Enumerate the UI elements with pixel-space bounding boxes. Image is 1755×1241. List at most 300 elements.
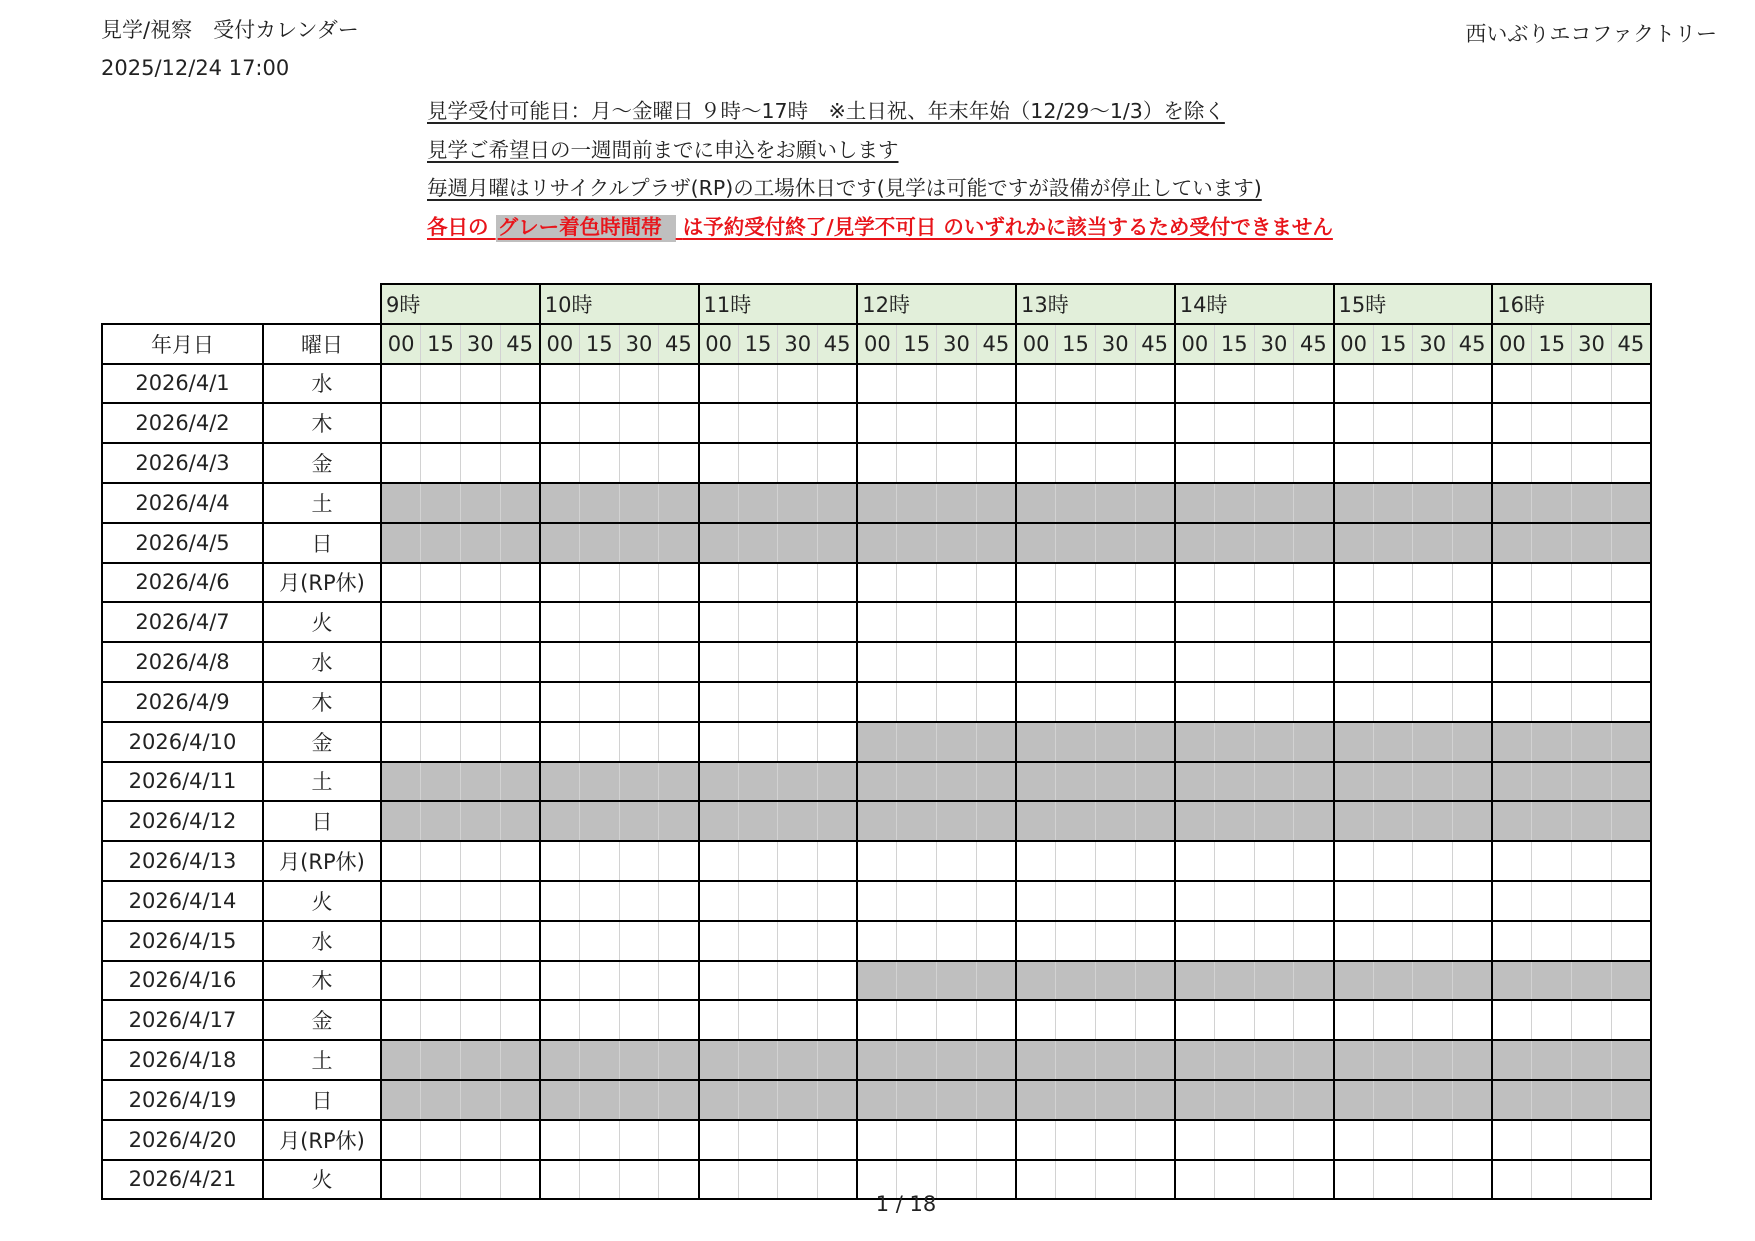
time-slot-open	[699, 921, 739, 961]
hour-header: 15時	[1334, 284, 1493, 324]
time-slot-open	[1254, 602, 1294, 642]
time-slot-open	[738, 1120, 778, 1160]
time-slot-closed	[1532, 762, 1572, 802]
time-slot-open	[1373, 602, 1413, 642]
time-slot-closed	[1532, 483, 1572, 523]
time-slot-open	[659, 722, 699, 762]
time-slot-closed	[1572, 523, 1612, 563]
weekday-cell: 火	[263, 1160, 381, 1200]
time-slot-closed	[897, 1040, 937, 1080]
time-slot-closed	[857, 762, 897, 802]
time-slot-open	[976, 881, 1016, 921]
date-cell: 2026/4/13	[102, 841, 263, 881]
time-slot-open	[1572, 364, 1612, 404]
time-slot-closed	[381, 762, 421, 802]
time-slot-open	[460, 722, 500, 762]
time-slot-closed	[381, 1080, 421, 1120]
time-slot-closed	[738, 483, 778, 523]
time-slot-open	[778, 602, 818, 642]
time-slot-open	[460, 364, 500, 404]
time-slot-closed	[937, 961, 977, 1001]
time-slot-open	[619, 403, 659, 443]
time-slot-closed	[579, 483, 619, 523]
time-slot-closed	[976, 1080, 1016, 1120]
time-slot-open	[381, 403, 421, 443]
time-slot-open	[1175, 563, 1215, 603]
time-slot-open	[778, 682, 818, 722]
time-slot-open	[1175, 921, 1215, 961]
time-slot-open	[1016, 682, 1056, 722]
time-slot-closed	[1254, 1040, 1294, 1080]
document-datetime: 2025/12/24 17:00	[101, 56, 290, 80]
time-slot-open	[540, 602, 580, 642]
time-slot-closed	[1214, 523, 1254, 563]
minute-header: 15	[579, 324, 619, 364]
minute-header: 45	[976, 324, 1016, 364]
time-slot-open	[1373, 1120, 1413, 1160]
time-slot-closed	[1492, 961, 1532, 1001]
time-slot-open	[1413, 841, 1453, 881]
time-slot-closed	[1492, 722, 1532, 762]
time-slot-closed	[1294, 1080, 1334, 1120]
time-slot-closed	[976, 801, 1016, 841]
date-cell: 2026/4/19	[102, 1080, 263, 1120]
minute-header: 45	[1135, 324, 1175, 364]
time-slot-closed	[1334, 801, 1374, 841]
time-slot-open	[460, 921, 500, 961]
time-slot-open	[460, 642, 500, 682]
time-slot-open	[1254, 881, 1294, 921]
time-slot-closed	[1016, 523, 1056, 563]
calendar-row	[102, 881, 1651, 921]
time-slot-open	[1294, 443, 1334, 483]
time-slot-closed	[857, 1080, 897, 1120]
time-slot-closed	[500, 1040, 540, 1080]
time-slot-open	[897, 1000, 937, 1040]
time-slot-open	[421, 722, 461, 762]
time-slot-open	[1135, 642, 1175, 682]
time-slot-open	[1492, 443, 1532, 483]
time-slot-closed	[1095, 1040, 1135, 1080]
time-slot-open	[500, 364, 540, 404]
time-slot-closed	[421, 483, 461, 523]
time-slot-open	[1135, 1000, 1175, 1040]
time-slot-open	[778, 722, 818, 762]
time-slot-closed	[381, 483, 421, 523]
time-slot-closed	[699, 523, 739, 563]
time-slot-open	[778, 403, 818, 443]
time-slot-open	[1016, 403, 1056, 443]
time-slot-open	[579, 602, 619, 642]
time-slot-open	[1532, 403, 1572, 443]
time-slot-open	[778, 642, 818, 682]
time-slot-closed	[540, 762, 580, 802]
time-slot-open	[1016, 1120, 1056, 1160]
time-slot-closed	[1572, 961, 1612, 1001]
minute-header: 45	[818, 324, 858, 364]
time-slot-closed	[500, 801, 540, 841]
date-cell: 2026/4/8	[102, 642, 263, 682]
time-slot-closed	[818, 801, 858, 841]
time-slot-closed	[1175, 961, 1215, 1001]
time-slot-open	[500, 921, 540, 961]
time-slot-open	[1294, 563, 1334, 603]
time-slot-open	[421, 1000, 461, 1040]
time-slot-open	[1095, 403, 1135, 443]
date-cell: 2026/4/21	[102, 1160, 263, 1200]
corner-blank	[102, 284, 381, 324]
calendar-row	[102, 403, 1651, 443]
time-slot-open	[1532, 881, 1572, 921]
time-slot-closed	[857, 523, 897, 563]
time-slot-open	[500, 682, 540, 722]
time-slot-open	[460, 1000, 500, 1040]
time-slot-closed	[1492, 483, 1532, 523]
time-slot-closed	[659, 1080, 699, 1120]
time-slot-open	[381, 364, 421, 404]
time-slot-open	[1413, 642, 1453, 682]
time-slot-open	[1294, 1120, 1334, 1160]
time-slot-open	[818, 841, 858, 881]
hour-header: 11時	[699, 284, 858, 324]
time-slot-open	[738, 642, 778, 682]
time-slot-open	[857, 1120, 897, 1160]
weekday-cell: 月(RP休)	[263, 563, 381, 603]
time-slot-open	[381, 881, 421, 921]
minute-header: 45	[1611, 324, 1651, 364]
time-slot-closed	[1175, 722, 1215, 762]
time-slot-closed	[897, 801, 937, 841]
time-slot-open	[500, 841, 540, 881]
time-slot-open	[381, 961, 421, 1001]
time-slot-open	[579, 364, 619, 404]
minute-header: 00	[1016, 324, 1056, 364]
weekday-cell: 土	[263, 1040, 381, 1080]
calendar-row	[102, 722, 1651, 762]
time-slot-closed	[421, 523, 461, 563]
time-slot-open	[1413, 403, 1453, 443]
time-slot-open	[857, 841, 897, 881]
hour-header: 9時	[381, 284, 540, 324]
time-slot-closed	[1056, 801, 1096, 841]
time-slot-closed	[540, 483, 580, 523]
time-slot-closed	[579, 762, 619, 802]
time-slot-closed	[619, 801, 659, 841]
time-slot-open	[857, 921, 897, 961]
time-slot-open	[1214, 602, 1254, 642]
time-slot-open	[1453, 1000, 1493, 1040]
weekday-cell: 土	[263, 762, 381, 802]
time-slot-closed	[857, 1040, 897, 1080]
time-slot-open	[857, 881, 897, 921]
time-slot-open	[738, 921, 778, 961]
time-slot-closed	[778, 523, 818, 563]
time-slot-open	[1095, 563, 1135, 603]
time-slot-open	[1016, 921, 1056, 961]
time-slot-open	[778, 841, 818, 881]
time-slot-open	[818, 443, 858, 483]
time-slot-open	[1572, 642, 1612, 682]
time-slot-open	[1175, 602, 1215, 642]
time-slot-closed	[976, 762, 1016, 802]
time-slot-open	[1334, 1120, 1374, 1160]
time-slot-closed	[1413, 722, 1453, 762]
minute-header: 15	[421, 324, 461, 364]
time-slot-open	[778, 563, 818, 603]
time-slot-open	[381, 1120, 421, 1160]
time-slot-closed	[659, 523, 699, 563]
time-slot-closed	[1492, 1040, 1532, 1080]
time-slot-closed	[460, 1080, 500, 1120]
time-slot-open	[1175, 881, 1215, 921]
time-slot-closed	[1254, 1080, 1294, 1120]
document-title: 見学/視察 受付カレンダー	[101, 18, 359, 42]
time-slot-open	[540, 642, 580, 682]
time-slot-open	[699, 682, 739, 722]
time-slot-closed	[421, 801, 461, 841]
calendar-row	[102, 841, 1651, 881]
time-slot-open	[659, 841, 699, 881]
time-slot-closed	[460, 1040, 500, 1080]
time-slot-closed	[699, 1080, 739, 1120]
time-slot-open	[540, 841, 580, 881]
time-slot-open	[1214, 841, 1254, 881]
time-slot-closed	[1373, 1080, 1413, 1120]
time-slot-open	[579, 841, 619, 881]
time-slot-closed	[1453, 483, 1493, 523]
time-slot-open	[1453, 443, 1493, 483]
time-slot-open	[540, 682, 580, 722]
time-slot-open	[659, 682, 699, 722]
time-slot-open	[460, 563, 500, 603]
minute-header: 30	[1572, 324, 1612, 364]
time-slot-closed	[857, 722, 897, 762]
time-slot-closed	[897, 762, 937, 802]
time-slot-open	[1214, 403, 1254, 443]
time-slot-closed	[619, 1080, 659, 1120]
calendar-row	[102, 762, 1651, 802]
time-slot-open	[1611, 881, 1651, 921]
weekday-cell: 木	[263, 682, 381, 722]
time-slot-open	[1214, 563, 1254, 603]
hour-header: 10時	[540, 284, 699, 324]
time-slot-open	[1532, 921, 1572, 961]
time-slot-closed	[1135, 961, 1175, 1001]
weekday-cell: 月(RP休)	[263, 841, 381, 881]
time-slot-open	[1254, 921, 1294, 961]
time-slot-closed	[937, 483, 977, 523]
weekday-cell: 水	[263, 364, 381, 404]
time-slot-open	[1056, 403, 1096, 443]
time-slot-open	[818, 722, 858, 762]
time-slot-open	[540, 563, 580, 603]
time-slot-closed	[1095, 1080, 1135, 1120]
time-slot-open	[1056, 1000, 1096, 1040]
time-slot-open	[1453, 364, 1493, 404]
booking-calendar	[101, 283, 1652, 1200]
time-slot-open	[1095, 602, 1135, 642]
time-slot-open	[1056, 682, 1096, 722]
hour-header-row	[102, 284, 1651, 324]
time-slot-closed	[699, 801, 739, 841]
time-slot-closed	[1135, 1080, 1175, 1120]
time-slot-open	[818, 602, 858, 642]
time-slot-open	[1492, 921, 1532, 961]
time-slot-open	[1254, 1000, 1294, 1040]
time-slot-closed	[1413, 483, 1453, 523]
minute-header: 30	[937, 324, 977, 364]
time-slot-open	[1373, 403, 1413, 443]
time-slot-closed	[976, 722, 1016, 762]
time-slot-open	[1095, 1120, 1135, 1160]
time-slot-open	[1214, 1120, 1254, 1160]
time-slot-open	[699, 722, 739, 762]
time-slot-open	[738, 881, 778, 921]
time-slot-open	[421, 602, 461, 642]
time-slot-closed	[659, 762, 699, 802]
time-slot-closed	[1294, 801, 1334, 841]
time-slot-open	[659, 602, 699, 642]
time-slot-open	[1254, 364, 1294, 404]
time-slot-closed	[1254, 961, 1294, 1001]
minute-header: 15	[1214, 324, 1254, 364]
time-slot-open	[937, 602, 977, 642]
notice-rp-holiday: 毎週月曜はリサイクルプラザ(RP)の工場休日です(見学は可能ですが設備が停止しています)	[427, 176, 1262, 200]
time-slot-open	[421, 443, 461, 483]
time-slot-open	[540, 881, 580, 921]
time-slot-open	[421, 364, 461, 404]
time-slot-open	[500, 961, 540, 1001]
minute-header: 15	[897, 324, 937, 364]
time-slot-open	[1016, 563, 1056, 603]
time-slot-open	[738, 443, 778, 483]
time-slot-closed	[659, 1040, 699, 1080]
time-slot-open	[540, 403, 580, 443]
time-slot-closed	[1334, 722, 1374, 762]
time-slot-open	[1214, 443, 1254, 483]
time-slot-open	[1135, 403, 1175, 443]
minute-header: 30	[1095, 324, 1135, 364]
time-slot-open	[1572, 1120, 1612, 1160]
time-slot-open	[1373, 1000, 1413, 1040]
time-slot-open	[1492, 602, 1532, 642]
minute-header: 30	[1254, 324, 1294, 364]
time-slot-open	[1135, 364, 1175, 404]
time-slot-open	[1532, 563, 1572, 603]
time-slot-open	[1254, 682, 1294, 722]
time-slot-open	[1334, 364, 1374, 404]
time-slot-closed	[738, 801, 778, 841]
hour-header: 14時	[1175, 284, 1334, 324]
time-slot-open	[659, 642, 699, 682]
warning-suffix: は予約受付終了/見学不可日 のいずれかに該当するため受付できません	[682, 214, 1333, 239]
organization-name: 西いぶりエコファクトリー	[1465, 22, 1717, 46]
time-slot-open	[579, 722, 619, 762]
time-slot-open	[1334, 921, 1374, 961]
time-slot-closed	[1492, 762, 1532, 802]
time-slot-closed	[1214, 961, 1254, 1001]
date-cell: 2026/4/20	[102, 1120, 263, 1160]
time-slot-closed	[1413, 762, 1453, 802]
time-slot-open	[460, 403, 500, 443]
time-slot-closed	[1175, 483, 1215, 523]
time-slot-closed	[1373, 762, 1413, 802]
time-slot-closed	[500, 483, 540, 523]
time-slot-open	[579, 682, 619, 722]
time-slot-open	[778, 921, 818, 961]
date-cell: 2026/4/17	[102, 1000, 263, 1040]
time-slot-open	[619, 602, 659, 642]
time-slot-open	[1214, 1000, 1254, 1040]
time-slot-open	[1294, 364, 1334, 404]
time-slot-open	[619, 881, 659, 921]
time-slot-open	[1095, 921, 1135, 961]
weekday-cell: 土	[263, 483, 381, 523]
time-slot-open	[659, 961, 699, 1001]
time-slot-open	[1016, 642, 1056, 682]
time-slot-open	[1095, 642, 1135, 682]
time-slot-open	[1294, 841, 1334, 881]
time-slot-closed	[1056, 483, 1096, 523]
time-slot-open	[1373, 443, 1413, 483]
time-slot-open	[1453, 682, 1493, 722]
time-slot-closed	[857, 961, 897, 1001]
time-slot-open	[1453, 642, 1493, 682]
time-slot-open	[778, 443, 818, 483]
time-slot-closed	[1453, 762, 1493, 802]
weekday-cell: 水	[263, 921, 381, 961]
time-slot-closed	[1016, 1040, 1056, 1080]
time-slot-closed	[1453, 523, 1493, 563]
time-slot-open	[738, 961, 778, 1001]
time-slot-closed	[818, 1040, 858, 1080]
time-slot-open	[619, 921, 659, 961]
time-slot-open	[699, 403, 739, 443]
weekday-cell: 火	[263, 881, 381, 921]
time-slot-open	[1135, 881, 1175, 921]
time-slot-open	[659, 563, 699, 603]
time-slot-open	[579, 403, 619, 443]
time-slot-open	[421, 961, 461, 1001]
time-slot-open	[460, 841, 500, 881]
time-slot-closed	[1095, 801, 1135, 841]
time-slot-closed	[1214, 1080, 1254, 1120]
time-slot-open	[540, 1000, 580, 1040]
weekday-cell: 金	[263, 443, 381, 483]
notices	[427, 94, 1333, 248]
minute-header: 15	[1056, 324, 1096, 364]
time-slot-open	[1611, 364, 1651, 404]
time-slot-closed	[897, 1080, 937, 1120]
time-slot-open	[738, 1000, 778, 1040]
minute-header: 45	[1453, 324, 1493, 364]
time-slot-open	[976, 364, 1016, 404]
time-slot-open	[738, 403, 778, 443]
time-slot-closed	[500, 1080, 540, 1120]
time-slot-open	[1294, 881, 1334, 921]
date-cell: 2026/4/6	[102, 563, 263, 603]
time-slot-open	[1294, 1000, 1334, 1040]
time-slot-closed	[699, 483, 739, 523]
time-slot-open	[1056, 364, 1096, 404]
time-slot-open	[1175, 403, 1215, 443]
time-slot-open	[976, 1000, 1016, 1040]
time-slot-closed	[1611, 961, 1651, 1001]
time-slot-open	[1016, 881, 1056, 921]
time-slot-open	[699, 841, 739, 881]
time-slot-open	[1334, 1000, 1374, 1040]
calendar-row	[102, 1000, 1651, 1040]
